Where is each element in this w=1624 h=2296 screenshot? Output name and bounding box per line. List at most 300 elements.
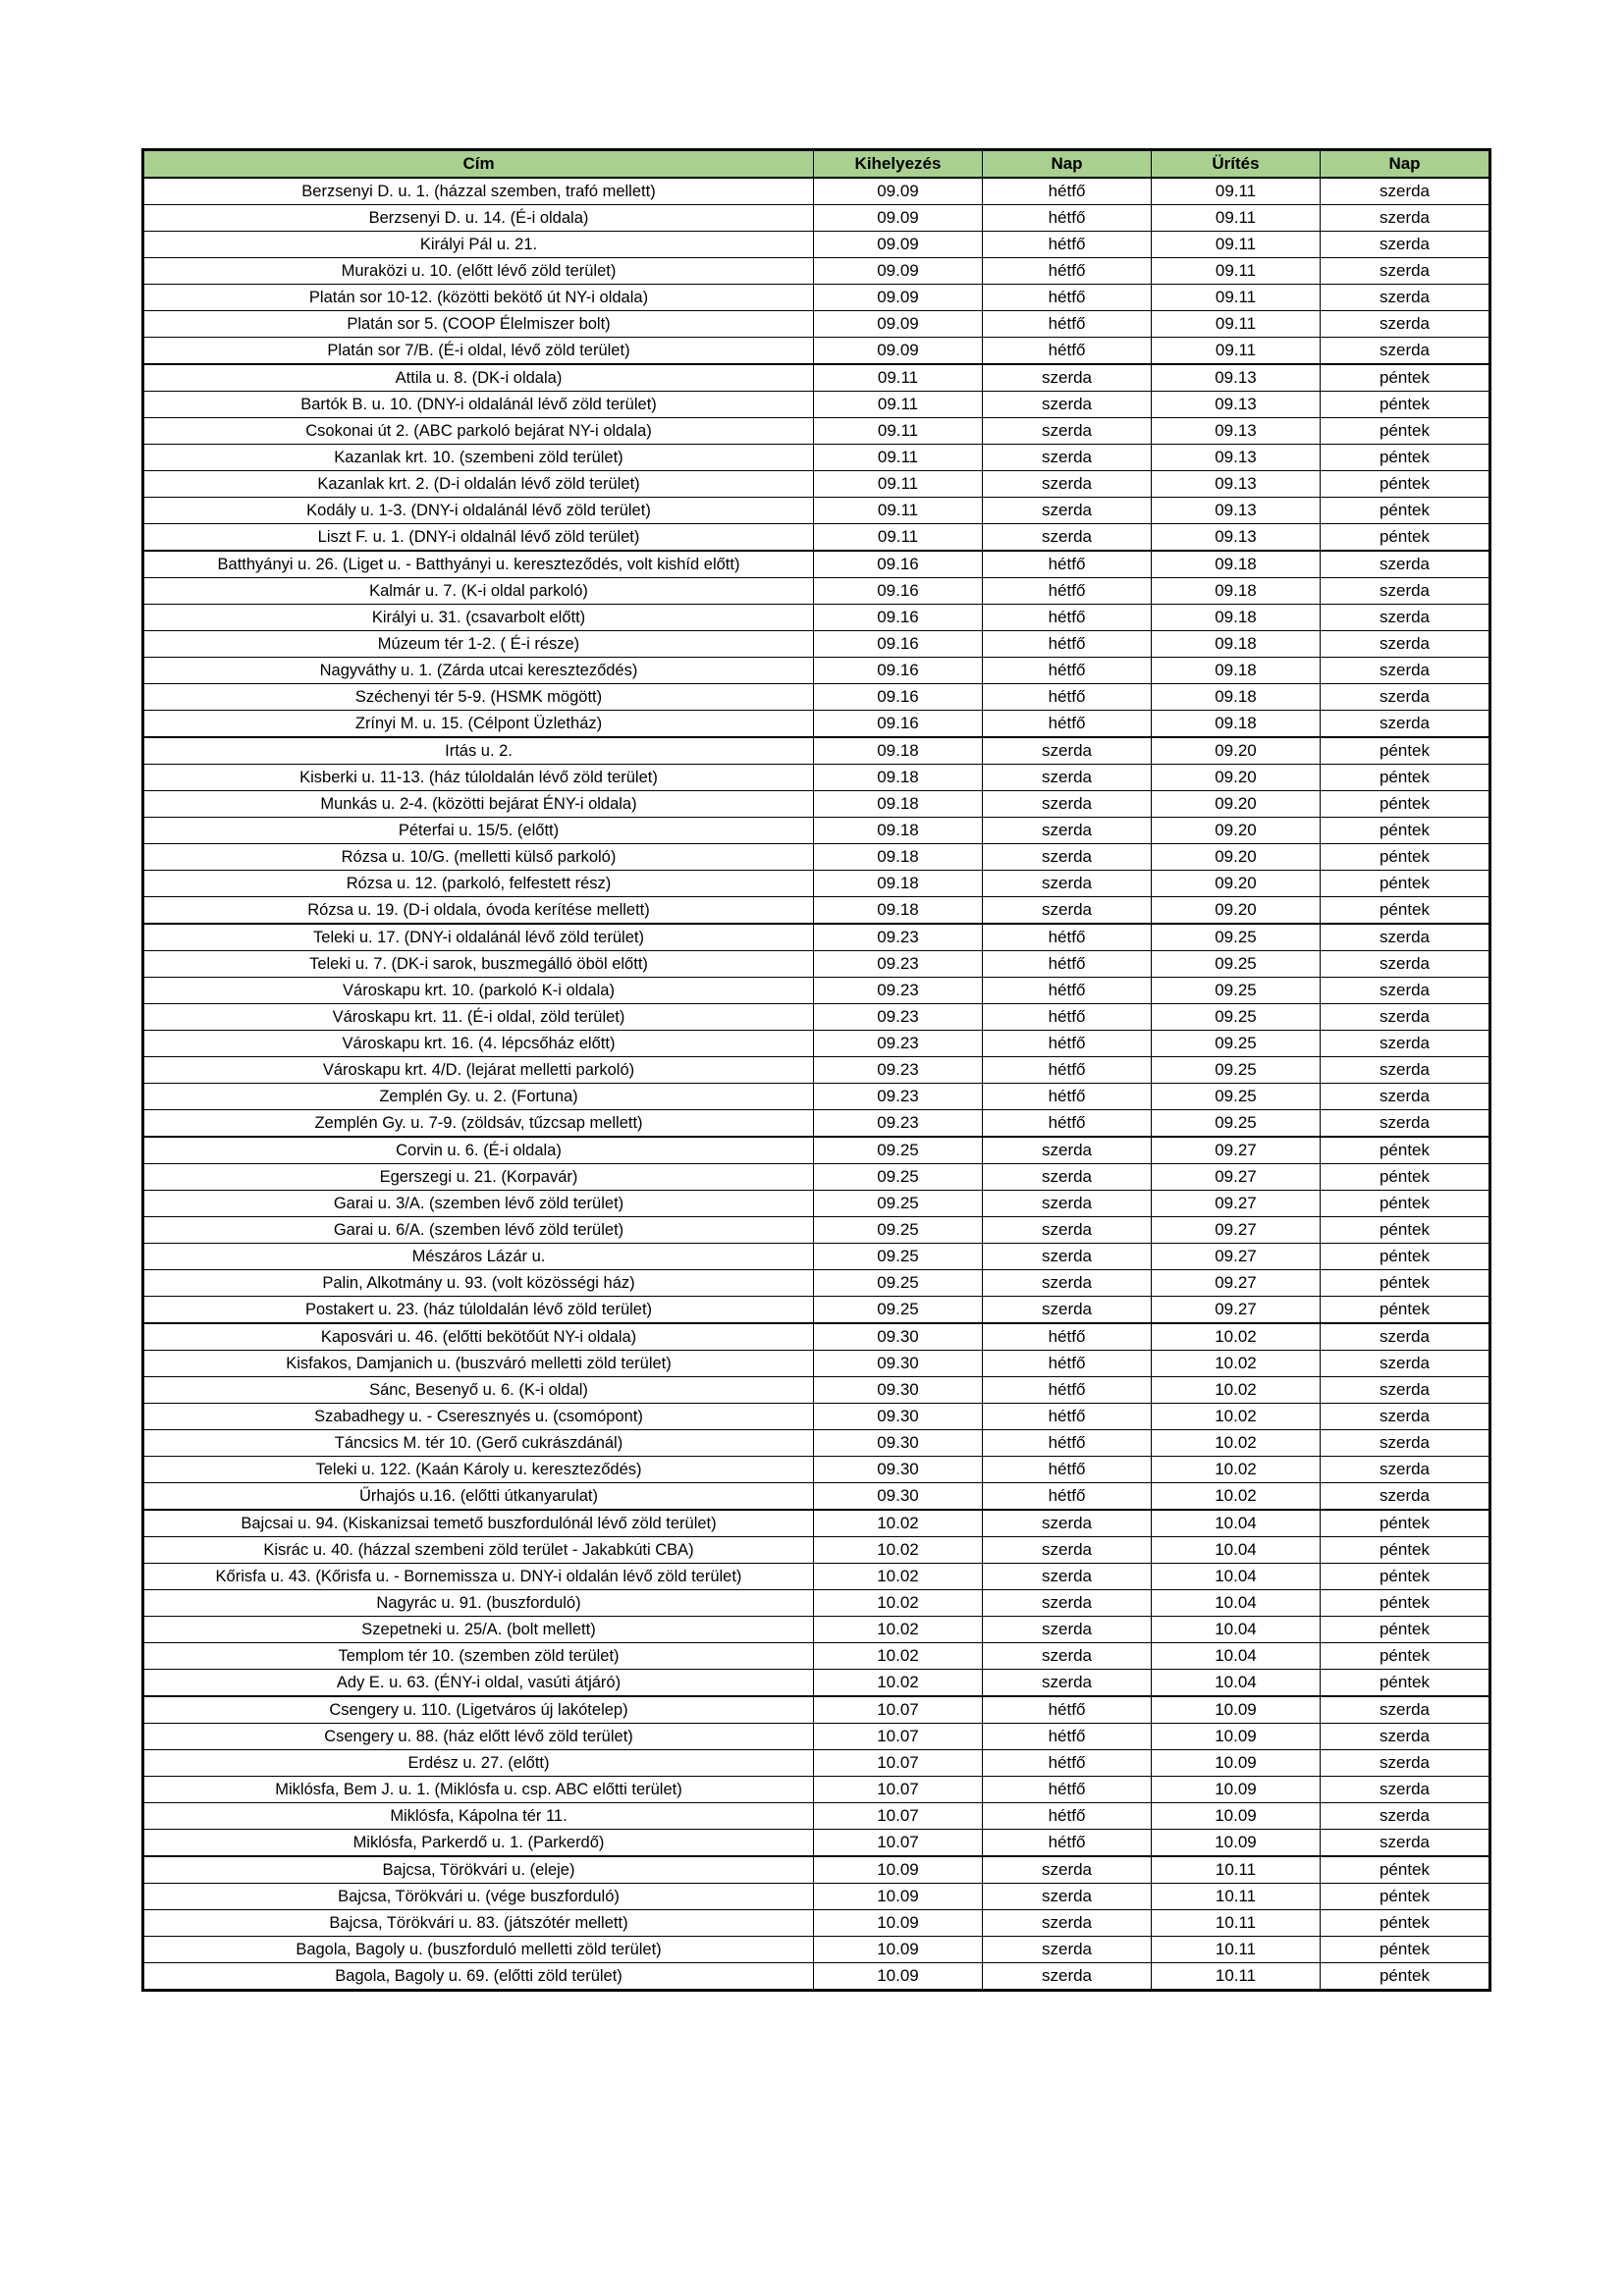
schedule-table — [141, 148, 1491, 1992]
cell-placement-date: 10.09 — [814, 1856, 983, 1884]
cell-address: Városkapu krt. 11. (É-i oldal, zöld terület) — [143, 1004, 814, 1031]
table-row — [143, 1191, 1490, 1217]
table-row — [143, 844, 1490, 871]
cell-emptying-day: péntek — [1321, 1963, 1490, 1991]
cell-address: Kisberki u. 11-13. (ház túloldalán lévő zöld terület) — [143, 765, 814, 791]
cell-address: Postakert u. 23. (ház túloldalán lévő zöld terület) — [143, 1297, 814, 1324]
cell-placement-day: hétfő — [983, 258, 1152, 285]
cell-address: Berzsenyi D. u. 14. (É-i oldala) — [143, 205, 814, 232]
cell-placement-date: 09.11 — [814, 498, 983, 524]
cell-address: Liszt F. u. 1. (DNY-i oldalnál lévő zöld terület) — [143, 524, 814, 552]
cell-emptying-date: 09.13 — [1152, 498, 1321, 524]
cell-emptying-date: 09.27 — [1152, 1297, 1321, 1324]
cell-address: Kalmár u. 7. (K-i oldal parkoló) — [143, 578, 814, 605]
table-row — [143, 1884, 1490, 1910]
cell-placement-day: szerda — [983, 1643, 1152, 1670]
cell-placement-day: szerda — [983, 871, 1152, 897]
cell-emptying-date: 10.04 — [1152, 1590, 1321, 1617]
table-row — [143, 1430, 1490, 1457]
table-row — [143, 1110, 1490, 1138]
cell-emptying-day: szerda — [1321, 1351, 1490, 1377]
table-row — [143, 605, 1490, 631]
table-row — [143, 1297, 1490, 1324]
cell-placement-day: hétfő — [983, 605, 1152, 631]
table-row — [143, 1351, 1490, 1377]
cell-placement-day: szerda — [983, 1217, 1152, 1244]
table-row — [143, 684, 1490, 711]
cell-address: Bajcsai u. 94. (Kiskanizsai temető buszfordulónál lévő zöld terület) — [143, 1510, 814, 1537]
table-row — [143, 978, 1490, 1004]
cell-emptying-day: péntek — [1321, 897, 1490, 925]
cell-emptying-date: 10.02 — [1152, 1323, 1321, 1351]
table-row — [143, 1323, 1490, 1351]
table-row — [143, 1137, 1490, 1164]
table-row — [143, 1377, 1490, 1404]
table-row — [143, 897, 1490, 925]
cell-placement-day: hétfő — [983, 1057, 1152, 1084]
cell-placement-date: 09.16 — [814, 711, 983, 738]
cell-placement-day: szerda — [983, 818, 1152, 844]
cell-placement-day: szerda — [983, 1617, 1152, 1643]
table-row — [143, 1670, 1490, 1697]
cell-placement-date: 09.23 — [814, 1084, 983, 1110]
cell-placement-date: 09.25 — [814, 1137, 983, 1164]
table-row — [143, 498, 1490, 524]
cell-emptying-day: szerda — [1321, 1830, 1490, 1857]
cell-address: Garai u. 6/A. (szemben lévő zöld terület) — [143, 1217, 814, 1244]
cell-address: Kodály u. 1-3. (DNY-i oldalánál lévő zöld terület) — [143, 498, 814, 524]
cell-placement-day: hétfő — [983, 658, 1152, 684]
cell-placement-day: szerda — [983, 1137, 1152, 1164]
cell-placement-day: szerda — [983, 1297, 1152, 1324]
cell-placement-day: szerda — [983, 1937, 1152, 1963]
cell-placement-date: 10.09 — [814, 1937, 983, 1963]
table-row — [143, 392, 1490, 418]
cell-placement-day: hétfő — [983, 1430, 1152, 1457]
cell-placement-date: 09.09 — [814, 258, 983, 285]
cell-address: Bajcsa, Törökvári u. (vége buszforduló) — [143, 1884, 814, 1910]
header-emptying-day: Nap — [1321, 150, 1490, 179]
cell-placement-date: 09.16 — [814, 551, 983, 578]
cell-emptying-day: szerda — [1321, 658, 1490, 684]
cell-placement-date: 10.02 — [814, 1510, 983, 1537]
cell-placement-date: 10.07 — [814, 1803, 983, 1830]
cell-placement-date: 09.25 — [814, 1164, 983, 1191]
cell-emptying-day: szerda — [1321, 631, 1490, 658]
cell-placement-day: hétfő — [983, 631, 1152, 658]
cell-placement-day: szerda — [983, 897, 1152, 925]
cell-placement-day: hétfő — [983, 1351, 1152, 1377]
cell-placement-day: szerda — [983, 418, 1152, 445]
table-row — [143, 1244, 1490, 1270]
cell-placement-date: 09.09 — [814, 311, 983, 338]
cell-placement-date: 09.23 — [814, 1110, 983, 1138]
cell-placement-day: hétfő — [983, 1777, 1152, 1803]
table-row — [143, 737, 1490, 765]
cell-emptying-date: 10.09 — [1152, 1696, 1321, 1724]
table-row — [143, 1564, 1490, 1590]
cell-placement-date: 09.25 — [814, 1297, 983, 1324]
cell-emptying-day: péntek — [1321, 1137, 1490, 1164]
cell-emptying-date: 09.11 — [1152, 232, 1321, 258]
table-row — [143, 658, 1490, 684]
cell-address: Platán sor 5. (COOP Élelmiszer bolt) — [143, 311, 814, 338]
cell-emptying-day: szerda — [1321, 1483, 1490, 1511]
cell-placement-date: 09.25 — [814, 1217, 983, 1244]
header-placement-day: Nap — [983, 150, 1152, 179]
cell-emptying-day: péntek — [1321, 1244, 1490, 1270]
cell-placement-date: 10.09 — [814, 1963, 983, 1991]
cell-emptying-day: péntek — [1321, 524, 1490, 552]
cell-placement-day: hétfő — [983, 1803, 1152, 1830]
cell-emptying-date: 10.11 — [1152, 1856, 1321, 1884]
cell-emptying-day: szerda — [1321, 1457, 1490, 1483]
table-row — [143, 1590, 1490, 1617]
cell-address: Zrínyi M. u. 15. (Célpont Üzletház) — [143, 711, 814, 738]
cell-address: Bartók B. u. 10. (DNY-i oldalánál lévő zöld terület) — [143, 392, 814, 418]
cell-emptying-day: péntek — [1321, 844, 1490, 871]
cell-address: Kaposvári u. 46. (előtti bekötőút NY-i oldala) — [143, 1323, 814, 1351]
cell-placement-day: szerda — [983, 1164, 1152, 1191]
table-row — [143, 1004, 1490, 1031]
cell-placement-date: 09.30 — [814, 1404, 983, 1430]
cell-emptying-date: 09.20 — [1152, 791, 1321, 818]
cell-placement-date: 10.02 — [814, 1643, 983, 1670]
cell-emptying-date: 09.25 — [1152, 1057, 1321, 1084]
cell-emptying-date: 09.27 — [1152, 1137, 1321, 1164]
cell-placement-day: szerda — [983, 445, 1152, 471]
cell-address: Templom tér 10. (szemben zöld terület) — [143, 1643, 814, 1670]
cell-address: Városkapu krt. 16. (4. lépcsőház előtt) — [143, 1031, 814, 1057]
table-row — [143, 1084, 1490, 1110]
cell-emptying-date: 09.20 — [1152, 871, 1321, 897]
cell-placement-date: 10.09 — [814, 1910, 983, 1937]
cell-emptying-day: szerda — [1321, 1724, 1490, 1750]
cell-emptying-date: 09.18 — [1152, 605, 1321, 631]
cell-emptying-day: péntek — [1321, 1191, 1490, 1217]
table-row — [143, 1750, 1490, 1777]
cell-emptying-date: 09.20 — [1152, 737, 1321, 765]
table-row — [143, 205, 1490, 232]
cell-address: Corvin u. 6. (É-i oldala) — [143, 1137, 814, 1164]
cell-emptying-date: 10.04 — [1152, 1643, 1321, 1670]
cell-placement-date: 09.23 — [814, 924, 983, 951]
cell-emptying-date: 09.20 — [1152, 765, 1321, 791]
cell-address: Attila u. 8. (DK-i oldala) — [143, 364, 814, 392]
table-row — [143, 338, 1490, 365]
cell-emptying-day: szerda — [1321, 578, 1490, 605]
cell-placement-day: szerda — [983, 1270, 1152, 1297]
cell-emptying-day: péntek — [1321, 765, 1490, 791]
cell-address: Bajcsa, Törökvári u. (eleje) — [143, 1856, 814, 1884]
cell-address: Bagola, Bagoly u. 69. (előtti zöld terület) — [143, 1963, 814, 1991]
cell-emptying-day: péntek — [1321, 1590, 1490, 1617]
table-row — [143, 1537, 1490, 1564]
cell-address: Csengery u. 88. (ház előtt lévő zöld terület) — [143, 1724, 814, 1750]
cell-placement-day: hétfő — [983, 178, 1152, 205]
cell-emptying-day: szerda — [1321, 1057, 1490, 1084]
cell-emptying-date: 09.18 — [1152, 711, 1321, 738]
cell-emptying-date: 10.02 — [1152, 1404, 1321, 1430]
cell-emptying-date: 10.11 — [1152, 1910, 1321, 1937]
cell-emptying-day: péntek — [1321, 445, 1490, 471]
table-row — [143, 1910, 1490, 1937]
cell-emptying-date: 10.04 — [1152, 1670, 1321, 1697]
table-row — [143, 1617, 1490, 1643]
cell-placement-date: 10.02 — [814, 1590, 983, 1617]
cell-address: Rózsa u. 19. (D-i oldala, óvoda kerítése mellett) — [143, 897, 814, 925]
cell-placement-date: 09.09 — [814, 178, 983, 205]
cell-placement-day: szerda — [983, 524, 1152, 552]
cell-address: Miklósfa, Kápolna tér 11. — [143, 1803, 814, 1830]
cell-placement-date: 09.30 — [814, 1430, 983, 1457]
table-body — [143, 178, 1490, 1991]
cell-emptying-day: szerda — [1321, 232, 1490, 258]
cell-emptying-date: 09.11 — [1152, 178, 1321, 205]
cell-emptying-day: péntek — [1321, 1643, 1490, 1670]
cell-address: Muraközi u. 10. (előtt lévő zöld terület) — [143, 258, 814, 285]
cell-placement-day: hétfő — [983, 1084, 1152, 1110]
cell-emptying-date: 09.11 — [1152, 285, 1321, 311]
cell-placement-day: szerda — [983, 1590, 1152, 1617]
table-row — [143, 1404, 1490, 1430]
cell-emptying-date: 09.18 — [1152, 658, 1321, 684]
cell-emptying-day: péntek — [1321, 1564, 1490, 1590]
cell-emptying-day: szerda — [1321, 1084, 1490, 1110]
cell-placement-day: hétfő — [983, 578, 1152, 605]
cell-address: Bagola, Bagoly u. (buszforduló melletti zöld terület) — [143, 1937, 814, 1963]
cell-placement-date: 09.23 — [814, 1057, 983, 1084]
cell-emptying-day: péntek — [1321, 1884, 1490, 1910]
cell-emptying-date: 09.13 — [1152, 471, 1321, 498]
cell-placement-day: hétfő — [983, 1830, 1152, 1857]
cell-emptying-day: szerda — [1321, 1110, 1490, 1138]
cell-emptying-day: péntek — [1321, 1164, 1490, 1191]
cell-placement-date: 09.25 — [814, 1191, 983, 1217]
table-row — [143, 1270, 1490, 1297]
cell-emptying-day: péntek — [1321, 498, 1490, 524]
cell-placement-day: hétfő — [983, 1750, 1152, 1777]
cell-emptying-day: szerda — [1321, 258, 1490, 285]
cell-emptying-day: péntek — [1321, 1510, 1490, 1537]
cell-placement-date: 09.16 — [814, 605, 983, 631]
cell-address: Teleki u. 17. (DNY-i oldalánál lévő zöld terület) — [143, 924, 814, 951]
cell-emptying-date: 09.11 — [1152, 311, 1321, 338]
table-row — [143, 1777, 1490, 1803]
cell-emptying-date: 09.25 — [1152, 1110, 1321, 1138]
table-row — [143, 578, 1490, 605]
cell-address: Miklósfa, Parkerdő u. 1. (Parkerdő) — [143, 1830, 814, 1857]
cell-address: Rózsa u. 10/G. (melletti külső parkoló) — [143, 844, 814, 871]
cell-placement-day: szerda — [983, 1537, 1152, 1564]
cell-placement-day: szerda — [983, 765, 1152, 791]
cell-emptying-day: szerda — [1321, 684, 1490, 711]
cell-emptying-day: szerda — [1321, 1696, 1490, 1724]
cell-emptying-day: szerda — [1321, 1430, 1490, 1457]
cell-address: Széchenyi tér 5-9. (HSMK mögött) — [143, 684, 814, 711]
cell-placement-day: hétfő — [983, 338, 1152, 365]
cell-placement-date: 09.30 — [814, 1351, 983, 1377]
table-row — [143, 871, 1490, 897]
cell-emptying-day: péntek — [1321, 1270, 1490, 1297]
cell-placement-day: hétfő — [983, 711, 1152, 738]
cell-emptying-date: 09.13 — [1152, 364, 1321, 392]
cell-emptying-date: 09.25 — [1152, 1031, 1321, 1057]
cell-emptying-date: 10.04 — [1152, 1537, 1321, 1564]
table-row — [143, 285, 1490, 311]
cell-emptying-day: szerda — [1321, 311, 1490, 338]
cell-address: Platán sor 7/B. (É-i oldal, lévő zöld terület) — [143, 338, 814, 365]
cell-placement-date: 09.11 — [814, 471, 983, 498]
cell-emptying-day: szerda — [1321, 978, 1490, 1004]
table-row — [143, 1510, 1490, 1537]
cell-emptying-day: szerda — [1321, 1377, 1490, 1404]
cell-placement-day: szerda — [983, 1244, 1152, 1270]
cell-placement-date: 10.02 — [814, 1564, 983, 1590]
cell-emptying-date: 10.09 — [1152, 1777, 1321, 1803]
cell-address: Városkapu krt. 4/D. (lejárat melletti parkoló) — [143, 1057, 814, 1084]
cell-emptying-day: szerda — [1321, 551, 1490, 578]
cell-placement-date: 09.23 — [814, 951, 983, 978]
cell-emptying-date: 10.02 — [1152, 1457, 1321, 1483]
cell-emptying-date: 09.13 — [1152, 392, 1321, 418]
cell-emptying-date: 09.20 — [1152, 818, 1321, 844]
cell-placement-date: 09.09 — [814, 205, 983, 232]
cell-address: Királyi u. 31. (csavarbolt előtt) — [143, 605, 814, 631]
cell-placement-date: 10.02 — [814, 1670, 983, 1697]
cell-placement-date: 09.16 — [814, 578, 983, 605]
cell-placement-day: szerda — [983, 1884, 1152, 1910]
cell-emptying-date: 10.11 — [1152, 1884, 1321, 1910]
cell-emptying-day: péntek — [1321, 1937, 1490, 1963]
cell-placement-day: hétfő — [983, 1457, 1152, 1483]
cell-address: Platán sor 10-12. (közötti bekötő út NY-i oldala) — [143, 285, 814, 311]
cell-placement-day: hétfő — [983, 1724, 1152, 1750]
cell-emptying-day: szerda — [1321, 924, 1490, 951]
cell-placement-date: 10.02 — [814, 1617, 983, 1643]
cell-emptying-day: szerda — [1321, 1004, 1490, 1031]
cell-placement-date: 09.18 — [814, 791, 983, 818]
cell-emptying-date: 10.04 — [1152, 1510, 1321, 1537]
cell-address: Teleki u. 7. (DK-i sarok, buszmegálló öböl előtt) — [143, 951, 814, 978]
cell-emptying-date: 09.25 — [1152, 978, 1321, 1004]
cell-placement-date: 09.23 — [814, 978, 983, 1004]
cell-emptying-date: 10.11 — [1152, 1937, 1321, 1963]
table-row — [143, 1937, 1490, 1963]
cell-placement-day: szerda — [983, 498, 1152, 524]
cell-address: Péterfai u. 15/5. (előtt) — [143, 818, 814, 844]
cell-address: Teleki u. 122. (Kaán Károly u. kereszteződés) — [143, 1457, 814, 1483]
cell-emptying-date: 09.11 — [1152, 258, 1321, 285]
table-row — [143, 551, 1490, 578]
cell-placement-date: 09.30 — [814, 1457, 983, 1483]
cell-emptying-day: péntek — [1321, 392, 1490, 418]
cell-address: Kazanlak krt. 10. (szembeni zöld terület) — [143, 445, 814, 471]
cell-emptying-date: 10.09 — [1152, 1803, 1321, 1830]
table-row — [143, 364, 1490, 392]
cell-placement-day: hétfő — [983, 1004, 1152, 1031]
table-row — [143, 791, 1490, 818]
cell-emptying-day: péntek — [1321, 1670, 1490, 1697]
cell-emptying-date: 09.18 — [1152, 578, 1321, 605]
cell-emptying-date: 10.02 — [1152, 1377, 1321, 1404]
cell-placement-date: 10.02 — [814, 1537, 983, 1564]
cell-emptying-date: 09.25 — [1152, 1084, 1321, 1110]
cell-address: Zemplén Gy. u. 7-9. (zöldsáv, tűzcsap mellett) — [143, 1110, 814, 1138]
cell-placement-date: 09.18 — [814, 818, 983, 844]
cell-placement-date: 10.07 — [814, 1724, 983, 1750]
cell-address: Űrhajós u.16. (előtti útkanyarulat) — [143, 1483, 814, 1511]
cell-emptying-day: szerda — [1321, 205, 1490, 232]
cell-address: Garai u. 3/A. (szemben lévő zöld terület) — [143, 1191, 814, 1217]
cell-emptying-date: 09.18 — [1152, 551, 1321, 578]
cell-address: Berzsenyi D. u. 1. (házzal szemben, trafó mellett) — [143, 178, 814, 205]
cell-placement-day: szerda — [983, 1564, 1152, 1590]
cell-address: Rózsa u. 12. (parkoló, felfestett rész) — [143, 871, 814, 897]
cell-emptying-day: péntek — [1321, 1297, 1490, 1324]
cell-address: Munkás u. 2-4. (közötti bejárat ÉNY-i oldala) — [143, 791, 814, 818]
table-row — [143, 258, 1490, 285]
table-row — [143, 924, 1490, 951]
cell-address: Bajcsa, Törökvári u. 83. (játszótér mellett) — [143, 1910, 814, 1937]
cell-emptying-date: 09.27 — [1152, 1191, 1321, 1217]
cell-placement-date: 09.18 — [814, 737, 983, 765]
table-row — [143, 1803, 1490, 1830]
table-row — [143, 1856, 1490, 1884]
cell-placement-day: szerda — [983, 1191, 1152, 1217]
cell-placement-date: 10.07 — [814, 1750, 983, 1777]
cell-placement-day: szerda — [983, 844, 1152, 871]
cell-placement-date: 09.23 — [814, 1031, 983, 1057]
header-placement-date: Kihelyezés — [814, 150, 983, 179]
table-row — [143, 951, 1490, 978]
header-address: Cím — [143, 150, 814, 179]
table-row — [143, 1031, 1490, 1057]
cell-emptying-date: 09.11 — [1152, 338, 1321, 365]
table-row — [143, 471, 1490, 498]
cell-placement-date: 09.23 — [814, 1004, 983, 1031]
cell-placement-date: 09.11 — [814, 364, 983, 392]
cell-emptying-date: 09.27 — [1152, 1217, 1321, 1244]
cell-emptying-date: 09.25 — [1152, 951, 1321, 978]
cell-placement-day: hétfő — [983, 232, 1152, 258]
cell-emptying-day: péntek — [1321, 418, 1490, 445]
cell-address: Nagyváthy u. 1. (Zárda utcai kereszteződés) — [143, 658, 814, 684]
cell-emptying-date: 09.20 — [1152, 897, 1321, 925]
cell-placement-day: szerda — [983, 392, 1152, 418]
cell-emptying-day: szerda — [1321, 1777, 1490, 1803]
table-row — [143, 818, 1490, 844]
cell-emptying-day: szerda — [1321, 1803, 1490, 1830]
cell-emptying-day: szerda — [1321, 1404, 1490, 1430]
table-row — [143, 1217, 1490, 1244]
cell-emptying-date: 09.25 — [1152, 924, 1321, 951]
cell-placement-day: hétfő — [983, 205, 1152, 232]
cell-placement-day: hétfő — [983, 1404, 1152, 1430]
cell-placement-date: 09.16 — [814, 658, 983, 684]
cell-emptying-date: 09.13 — [1152, 418, 1321, 445]
cell-emptying-day: péntek — [1321, 1537, 1490, 1564]
header-emptying-date: Ürítés — [1152, 150, 1321, 179]
table-row — [143, 711, 1490, 738]
table-row — [143, 1830, 1490, 1857]
cell-placement-day: hétfő — [983, 951, 1152, 978]
cell-address: Városkapu krt. 10. (parkoló K-i oldala) — [143, 978, 814, 1004]
cell-address: Kisrác u. 40. (házzal szembeni zöld terület - Jakabkúti CBA) — [143, 1537, 814, 1564]
cell-emptying-day: péntek — [1321, 1217, 1490, 1244]
cell-address: Egerszegi u. 21. (Korpavár) — [143, 1164, 814, 1191]
cell-emptying-day: szerda — [1321, 605, 1490, 631]
